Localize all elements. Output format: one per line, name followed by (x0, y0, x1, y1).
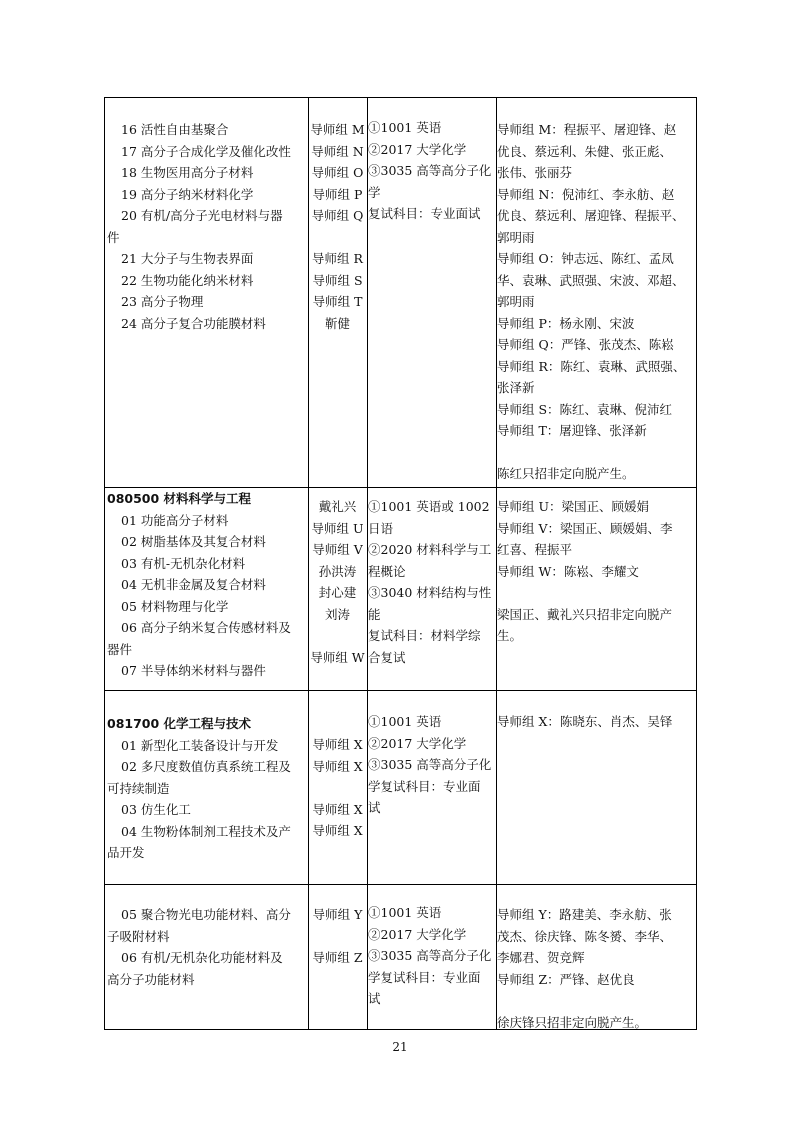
remark-line: 导师组 V：梁国正、顾媛娟、李 (497, 520, 673, 536)
exam-line: 试 (368, 991, 381, 1006)
group-line: 导师组 T (312, 294, 363, 309)
remark-line: 导师组 M：程振平、屠迎锋、赵 (497, 122, 677, 137)
major-line: 07 半导体纳米材料与器件 (121, 663, 266, 678)
major-line: 06 有机/无机杂化功能材料及 (121, 950, 283, 965)
major-line: 件 (107, 229, 120, 245)
remark-line: 张泽新 (497, 380, 535, 395)
exam-cell (367, 691, 496, 819)
group-line: 导师组 X (312, 823, 363, 838)
major-line: 21 大分子与生物表界面 (121, 251, 254, 266)
exam-line: ①1001 英语 (368, 905, 442, 920)
remark-line: 华、袁琳、武照强、宋波、邓超、 (497, 272, 685, 288)
group-line: 导师组 Q (311, 208, 364, 223)
remark-line: 导师组 O：钟志远、陈红、孟凤 (497, 251, 674, 266)
table-row-1 (105, 98, 696, 487)
major-line: 23 高分子物理 (121, 294, 204, 309)
group-line: 戴礼兴 (318, 499, 357, 514)
exam-line: 合复试 (368, 649, 406, 665)
group-line: 导师组 O (311, 165, 364, 180)
exam-line: 日语 (368, 520, 394, 536)
remarks-cell (496, 488, 697, 647)
discipline-heading: 081700 化学工程与技术 (107, 716, 252, 731)
remark-line: 郭明雨 (497, 229, 535, 245)
major-line: 18 生物医用高分子材料 (121, 165, 254, 180)
major-line: 01 新型化工装备设计与开发 (121, 737, 279, 753)
major-line: 05 聚合物光电功能材料、高分 (121, 907, 291, 922)
exam-line: ③3040 材料结构与性 (368, 585, 492, 600)
group-line: 导师组 U (311, 520, 364, 536)
page-number: 21 (392, 1040, 408, 1054)
exam-line: ③3035 高等高分子化 (368, 163, 492, 178)
exam-line: 学复试科目：专业面 (368, 778, 481, 794)
major-line: 20 有机/高分子光电材料与器 (121, 208, 283, 223)
remark-line: 张伟、张丽芬 (497, 165, 573, 180)
table-row-2 (105, 487, 696, 690)
exam-line: 复试科目：专业面试 (368, 206, 481, 221)
discipline-heading: 080500 材料科学与工程 (107, 491, 252, 506)
major-cell (105, 691, 308, 864)
remark-line: 导师组 X：陈晓东、肖杰、吴铎 (497, 714, 673, 729)
group-line: 导师组 P (312, 186, 363, 202)
exam-cell (367, 488, 496, 668)
major-cell (105, 98, 308, 334)
remark-line: 导师组 W：陈崧、李耀文 (497, 563, 639, 579)
exam-line: ①1001 英语 (368, 120, 442, 135)
remark-line: 导师组 Y：路建美、李永舫、张 (497, 907, 672, 922)
group-line: 导师组 S (312, 272, 363, 288)
exam-cell (367, 98, 496, 225)
major-line: 器件 (107, 641, 133, 657)
group-line: 导师组 N (311, 143, 364, 159)
exam-line: 复试科目：材料学综 (368, 628, 481, 643)
exam-line: ③3035 高等高分子化 (368, 948, 492, 963)
major-line: 02 多尺度数值仿真系统工程及 (121, 759, 291, 774)
group-line: 导师组 M (310, 122, 365, 137)
exam-line: ①1001 英语或 1002 (368, 499, 490, 514)
major-line: 19 高分子纳米材料化学 (121, 186, 254, 202)
exam-line: ②2017 大学化学 (368, 141, 467, 157)
remark-line: 李娜君、贺竞辉 (497, 950, 585, 965)
supervisor-group-cell (308, 98, 367, 334)
remark-line: 导师组 Q：严锋、张茂杰、陈崧 (497, 337, 674, 352)
remarks-cell (496, 885, 697, 1033)
group-line: 靳健 (324, 315, 350, 331)
major-line: 04 生物粉体制剂工程技术及产 (121, 823, 291, 839)
group-line: 导师组 X (312, 737, 363, 752)
exam-line: ①1001 英语 (368, 714, 442, 729)
group-line: 孙洪涛 (318, 563, 357, 579)
exam-line: ③3035 高等高分子化 (368, 757, 492, 772)
remark-line: 茂杰、徐庆锋、陈冬赟、李华、 (497, 928, 673, 944)
remark-line: 导师组 P：杨永刚、宋波 (497, 315, 635, 331)
major-line: 03 有机-无机杂化材料 (121, 555, 246, 571)
major-line: 子吸附材料 (107, 928, 170, 944)
group-line: 导师组 R (312, 251, 363, 266)
group-line: 刘涛 (324, 606, 350, 622)
major-line: 可持续制造 (107, 780, 170, 796)
exam-line: ②2017 大学化学 (368, 926, 467, 942)
major-line: 高分子功能材料 (107, 971, 195, 987)
exam-line: 试 (368, 800, 381, 815)
major-line: 05 材料物理与化学 (121, 598, 229, 614)
remark-line: 优良、蔡远利、朱健、张正彪、 (497, 143, 673, 159)
remark-line: 郭明雨 (497, 294, 535, 309)
remark-line: 导师组 U：梁国正、顾媛娟 (497, 499, 650, 514)
major-line: 04 无机非金属及复合材料 (121, 577, 266, 592)
remark-line: 梁国正、戴礼兴只招非定向脱产 (497, 606, 673, 622)
exam-line: 能 (368, 606, 381, 622)
remark-line: 优良、蔡远利、屠迎锋、程振平、 (497, 208, 685, 223)
group-line: 导师组 X (312, 758, 363, 774)
major-line: 24 高分子复合功能膜材料 (121, 315, 266, 331)
exam-line: 学复试科目：专业面 (368, 969, 481, 985)
major-line: 03 仿生化工 (121, 802, 191, 817)
major-line: 17 高分子合成化学及催化改性 (121, 143, 291, 159)
remark-line: 导师组 Z：严锋、赵优良 (497, 971, 635, 987)
group-line: 导师组 Y (312, 907, 363, 922)
remark-line: 生。 (497, 628, 523, 643)
remark-line: 红喜、程振平 (497, 542, 573, 557)
group-line: 导师组 V (312, 542, 363, 557)
remark-line: 徐庆锋只招非定向脱产生。 (497, 1014, 648, 1030)
major-line: 16 活性自由基聚合 (121, 122, 229, 137)
major-cell (105, 885, 308, 990)
group-line: 导师组 Z (312, 950, 363, 965)
major-line: 01 功能高分子材料 (121, 512, 229, 528)
remark-line: 导师组 R：陈红、袁琳、武照强、 (497, 358, 686, 374)
exam-line: 程概论 (368, 563, 406, 579)
group-line: 封心建 (318, 585, 357, 600)
exam-line: ②2017 大学化学 (368, 735, 467, 751)
supervisor-group-cell (308, 488, 367, 668)
major-line: 06 高分子纳米复合传感材料及 (121, 620, 291, 635)
remark-line: 导师组 N：倪沛红、李永舫、赵 (497, 186, 675, 202)
supervisor-group-cell (308, 691, 367, 842)
enrollment-table (104, 97, 697, 1030)
remarks-cell (496, 691, 697, 733)
major-line: 品开发 (107, 845, 145, 860)
remark-line: 导师组 S：陈红、袁琳、倪沛红 (497, 401, 673, 417)
remark-line: 陈红只招非定向脱产生。 (497, 466, 635, 481)
group-line: 导师组 X (312, 801, 363, 817)
major-cell (105, 488, 308, 682)
supervisor-group-cell (308, 885, 367, 969)
group-line: 导师组 W (310, 649, 365, 665)
exam-line: 学 (368, 184, 381, 200)
major-line: 22 生物功能化纳米材料 (121, 272, 254, 288)
remarks-cell (496, 98, 697, 485)
exam-line: ②2020 材料科学与工 (368, 542, 492, 557)
table-row-3 (105, 690, 696, 884)
major-line: 02 树脂基体及其复合材料 (121, 534, 266, 549)
table-row-4 (105, 884, 696, 1029)
remark-line: 导师组 T：屠迎锋、张泽新 (497, 423, 647, 438)
exam-cell (367, 885, 496, 1010)
